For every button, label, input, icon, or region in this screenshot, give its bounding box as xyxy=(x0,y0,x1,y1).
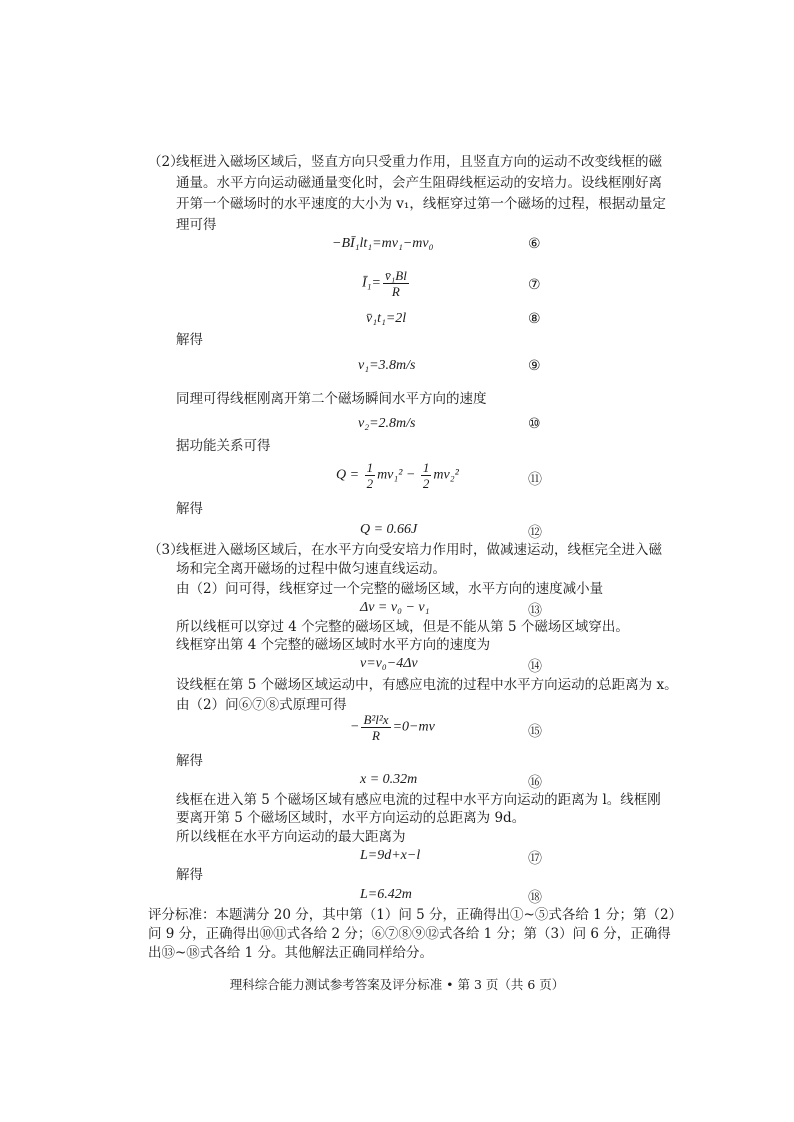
equation-16: x = 0.32m xyxy=(360,772,418,787)
equation-18: L=6.42m xyxy=(360,887,412,902)
part2-para-line3: 开第一个磁场时的水平速度的大小为 v₁，线框穿过第一个磁场的过程，根据动量定 xyxy=(176,196,666,212)
scoring-line3: 出⑬~⑱式各给 1 分。其他解法正确同样给分。 xyxy=(148,945,433,961)
energy-relation-text: 据功能关系可得 xyxy=(176,438,271,454)
similarly-text: 同理可得线框刚离开第二个磁场瞬间水平方向的速度 xyxy=(176,391,487,407)
equation-15-numerator: B²l²x xyxy=(363,712,389,727)
equation-15-rhs: =0−mv xyxy=(392,719,435,735)
equation-11-minus: − xyxy=(405,467,416,483)
half-b-numerator: 1 xyxy=(422,460,430,475)
equation-9: v₁=3.8m/s xyxy=(358,358,416,373)
solve-label-4: 解得 xyxy=(176,867,203,883)
solve-label-1: 解得 xyxy=(176,332,203,348)
part3-para-line5: 线框穿出第 4 个完整的磁场区域时水平方向的速度为 xyxy=(176,637,491,653)
equation-number-9: ⑨ xyxy=(528,358,541,374)
part2-para-line2: 通量。水平方向运动磁通量变化时，会产生阻碍线框运动的安培力。设线框刚好离 xyxy=(176,175,662,191)
equation-8: v̄₁t₁=2l xyxy=(366,311,407,326)
half-a-denominator: 2 xyxy=(366,476,374,491)
equation-number-17: ⑰ xyxy=(528,851,542,867)
part3-para-line6: 设线框在第 5 个磁场区域运动中，有感应电流的过程中水平方向运动的总距离为 x。 xyxy=(176,677,678,693)
scoring-line1: 评分标准：本题满分 20 分，其中第（1）问 5 分，正确得出①~⑤式各给 1 分；第（2） xyxy=(148,907,683,923)
equation-number-7: ⑦ xyxy=(528,277,541,293)
half-b-denominator: 2 xyxy=(422,476,430,491)
equation-17: L=9d+x−l xyxy=(360,848,421,863)
equation-11-term-a: mv₁² xyxy=(377,467,403,483)
equation-11-term-b: mv₂² xyxy=(433,467,459,483)
equation-number-12: ⑫ xyxy=(528,525,542,541)
part3-label: （3） xyxy=(148,542,184,558)
equation-7 xyxy=(362,268,411,299)
part3-para-line7: 由（2）问⑥⑦⑧式原理可得 xyxy=(176,697,347,713)
solve-label-2: 解得 xyxy=(176,501,203,517)
part3-para-line4: 所以线框可以穿过 4 个完整的磁场区域，但是不能从第 5 个磁场区域穿出。 xyxy=(176,619,629,635)
equation-15-fraction xyxy=(361,712,390,743)
equation-7-lhs: Ī₁= xyxy=(362,275,381,291)
part3-para-line3: 由（2）问可得，线框穿过一个完整的磁场区域，水平方向的速度减小量 xyxy=(176,581,604,597)
equation-number-14: ⑭ xyxy=(528,659,542,675)
solve-label-3: 解得 xyxy=(176,753,203,769)
equation-15 xyxy=(350,712,435,743)
equation-number-8: ⑧ xyxy=(528,311,541,327)
equation-number-11: ⑪ xyxy=(528,472,542,488)
equation-15-minus: − xyxy=(350,719,360,735)
part2-label: （2） xyxy=(148,154,184,170)
equation-13: Δv = v₀ − v₁ xyxy=(360,600,430,615)
part3-para-line2: 场和完全离开磁场的过程中做匀速直线运动。 xyxy=(176,561,446,577)
scoring-line2: 问 9 分，正确得出⑩⑪式各给 2 分；⑥⑦⑧⑨⑫式各给 1 分；第（3）问 6 分，正确得 xyxy=(148,926,671,942)
equation-number-6: ⑥ xyxy=(528,236,541,252)
equation-7-numerator: v̄₁Bl xyxy=(384,268,407,283)
equation-12: Q = 0.66J xyxy=(360,522,418,537)
page-footer: 理科综合能力测试参考答案及评分标准 • 第 3 页（共 6 页） xyxy=(229,977,565,992)
part3-para-line9: 要离开第 5 个磁场区域时，水平方向运动的总距离为 9d。 xyxy=(176,810,526,826)
equation-11-half-b xyxy=(421,460,432,491)
equation-10: v₂=2.8m/s xyxy=(358,416,416,431)
part3-para-line10: 所以线框在水平方向运动的最大距离为 xyxy=(176,829,406,845)
part2-para-line4: 理可得 xyxy=(176,217,217,233)
part3-para-line1: 线框进入磁场区域后，在水平方向受安培力作用时，做减速运动，线框完全进入磁 xyxy=(176,542,662,558)
equation-number-16: ⑯ xyxy=(528,775,542,791)
equation-15-denominator: R xyxy=(372,728,380,743)
part2-para-line1: 线框进入磁场区域后，竖直方向只受重力作用，且竖直方向的运动不改变线框的磁 xyxy=(176,154,662,170)
half-a-numerator: 1 xyxy=(366,460,374,475)
part3-para-line8: 线框在进入第 5 个磁场区域有感应电流的过程中水平方向运动的距离为 l。线框刚 xyxy=(176,792,661,808)
equation-14: v=v₀−4Δv xyxy=(360,656,418,671)
equation-number-18: ⑱ xyxy=(528,890,542,906)
equation-6: −BĪ₁lt₁=mv₁−mv₀ xyxy=(332,236,434,251)
equation-11 xyxy=(336,460,459,491)
equation-11-half-a xyxy=(365,460,376,491)
equation-number-15: ⑮ xyxy=(528,724,542,740)
equation-7-denominator: R xyxy=(391,284,400,299)
equation-11-q: Q = xyxy=(336,467,360,483)
equation-7-fraction xyxy=(383,268,409,299)
equation-number-10: ⑩ xyxy=(528,416,541,432)
equation-number-13: ⑬ xyxy=(528,603,542,619)
